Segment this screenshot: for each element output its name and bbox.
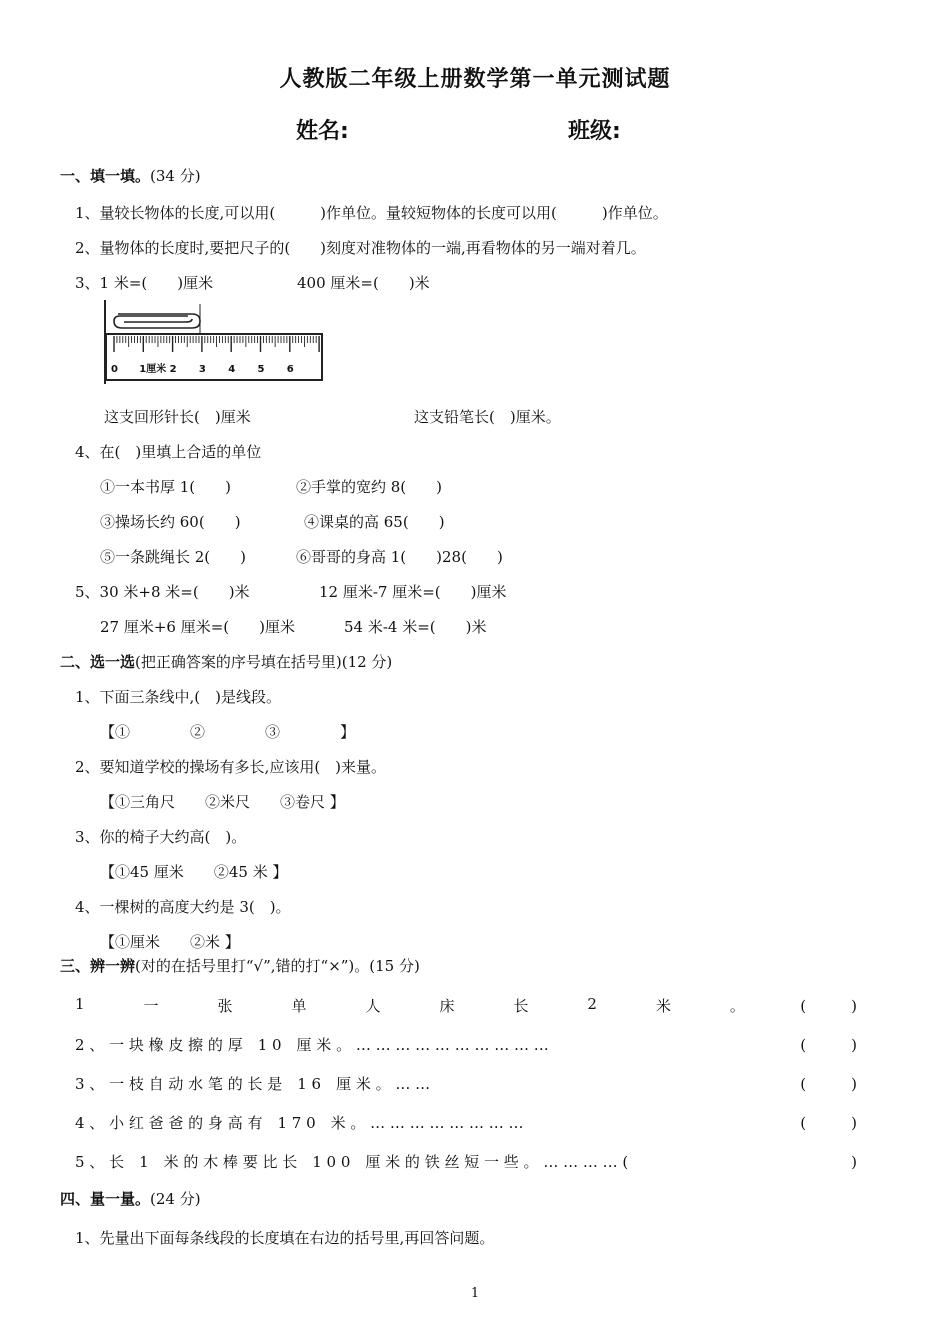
section-1-heading [60, 165, 201, 186]
choose-q4: 4、一棵树的高度大约是 3( )。 [75, 898, 291, 916]
answer-parentheses[interactable]: ( ) [800, 997, 857, 1015]
measure-q1: 1、先量出下面每条线段的长度填在右边的括号里,再回答问题。 [75, 1229, 495, 1247]
choose-q3-options: 【①45 厘米 ②45 米 】 [100, 863, 288, 881]
judge-row-4-text: 4 、 小 红 爸 爸 的 身 高 有 1 7 0 米 。 … … … … … … … … [75, 1114, 524, 1132]
section-4-title: 四、量一量。 [60, 1190, 151, 1208]
ruler-tick-label: 2 [169, 364, 177, 375]
answer-parentheses[interactable]: ( ) [800, 1036, 857, 1054]
fill-q5-item-4: 54 米-4 米=( )米 [344, 618, 487, 636]
judge-row-1-char: 2 [587, 995, 597, 1013]
judge-row-1-char: 一 [143, 997, 159, 1015]
answer-parentheses[interactable]: ( ) [800, 1075, 857, 1093]
judge-row-5 [75, 1151, 857, 1172]
fill-q4-item-5: ⑤一条跳绳长 2( ) [100, 548, 247, 566]
section-1-score: (34 分) [150, 167, 201, 185]
ruler-tick-label: 3 [198, 364, 206, 375]
judge-row-1-char: 单 [291, 997, 307, 1015]
choose-q2-options: 【①三角尺 ②米尺 ③卷尺 】 [100, 793, 345, 811]
judge-row-2-text: 2 、 一 块 橡 皮 擦 的 厚 1 0 厘 米 。 … … … … … … … … … … [75, 1036, 549, 1054]
ruler-tick-label: 5 [257, 364, 265, 375]
fill-q4-item-2: ②手掌的宽约 8( ) [296, 478, 443, 496]
fill-q5-item-1: 5、30 米+8 米=( )米 [75, 583, 250, 601]
judge-row-1-char: 张 [217, 997, 233, 1015]
fill-q4-item-3: ③操场长约 60( ) [100, 513, 241, 531]
section-3-note: (对的在括号里打“√”,错的打“×”)。(15 分) [135, 957, 420, 975]
pencil-caption: 这支铅笔长( )厘米。 [414, 408, 561, 426]
answer-parentheses[interactable]: ( ) [800, 1114, 857, 1132]
fill-q5-item-2: 12 厘米-7 厘米=( )厘米 [319, 583, 507, 601]
judge-row-1 [75, 995, 857, 1016]
fill-q5-item-3: 27 厘米+6 厘米=( )厘米 [100, 618, 296, 636]
judge-row-1-char: 1 [75, 995, 85, 1013]
paperclip-caption: 这支回形针长( )厘米 [104, 408, 251, 426]
section-2-heading [60, 651, 392, 672]
judge-row-4 [75, 1112, 857, 1133]
section-1-title: 一、填一填。 [60, 167, 151, 185]
choose-q1: 1、下面三条线中,( )是线段。 [75, 688, 282, 706]
ruler-tick-label: 1厘米 [139, 364, 167, 375]
fill-q4: 4、在( )里填上合适的单位 [75, 443, 262, 461]
ruler-figure [100, 300, 324, 384]
fill-q1: 1、量较长物体的长度,可以用( )作单位。量较短物体的长度可以用( )作单位。 [75, 204, 668, 222]
judge-row-1-char: 人 [365, 997, 381, 1015]
answer-parentheses[interactable]: ) [806, 1153, 857, 1171]
judge-row-2 [75, 1034, 857, 1055]
judge-row-1-char: 长 [513, 997, 529, 1015]
judge-row-1-char: 。 [729, 997, 745, 1015]
page-number: 1 [470, 1286, 480, 1301]
class-label: 班级: [568, 119, 621, 144]
ruler-tick-label: 6 [286, 364, 294, 375]
name-label: 姓名: [296, 119, 349, 144]
judge-row-1-char: 床 [439, 997, 455, 1015]
fill-q4-item-4: ④课桌的高 65( ) [304, 513, 445, 531]
section-2-note: (把正确答案的序号填在括号里)(12 分) [135, 653, 393, 671]
choose-q1-options: 【① ② ③ 】 [100, 723, 356, 741]
fill-q3-part2: 400 厘米=( )米 [297, 274, 430, 292]
ruler-tick-label: 0 [111, 364, 118, 375]
fill-q4-item-6: ⑥哥哥的身高 1( )28( ) [296, 548, 503, 566]
choose-q2: 2、要知道学校的操场有多长,应该用( )来量。 [75, 758, 387, 776]
judge-row-5-text: 5 、 长 1 米 的 木 棒 要 比 长 1 0 0 厘 米 的 铁 丝 短 一 些 。 … … … … ( [75, 1153, 629, 1171]
judge-row-1-char: 米 [655, 997, 671, 1015]
paperclip-icon [114, 314, 200, 328]
section-3-heading [60, 955, 420, 976]
section-4-heading [60, 1188, 201, 1209]
section-4-score: (24 分) [150, 1190, 201, 1208]
choose-q4-options: 【①厘米 ②米 】 [100, 933, 240, 951]
judge-row-3-text: 3 、 一 枝 自 动 水 笔 的 长 是 1 6 厘 米 。 … … [75, 1075, 431, 1093]
section-2-title: 二、选一选 [60, 653, 136, 671]
fill-q3-part1: 3、1 米=( )厘米 [75, 274, 214, 292]
page-title: 人教版二年级上册数学第一单元测试题 [279, 67, 671, 92]
fill-q2: 2、量物体的长度时,要把尺子的( )刻度对准物体的一端,再看物体的另一端对着几。 [75, 239, 646, 257]
choose-q3: 3、你的椅子大约高( )。 [75, 828, 247, 846]
ruler-with-paperclip [100, 300, 324, 384]
section-3-title: 三、辨一辨 [60, 957, 136, 975]
ruler-tick-label: 4 [228, 364, 236, 375]
fill-q4-item-1: ①一本书厚 1( ) [100, 478, 232, 496]
judge-row-3 [75, 1073, 857, 1094]
